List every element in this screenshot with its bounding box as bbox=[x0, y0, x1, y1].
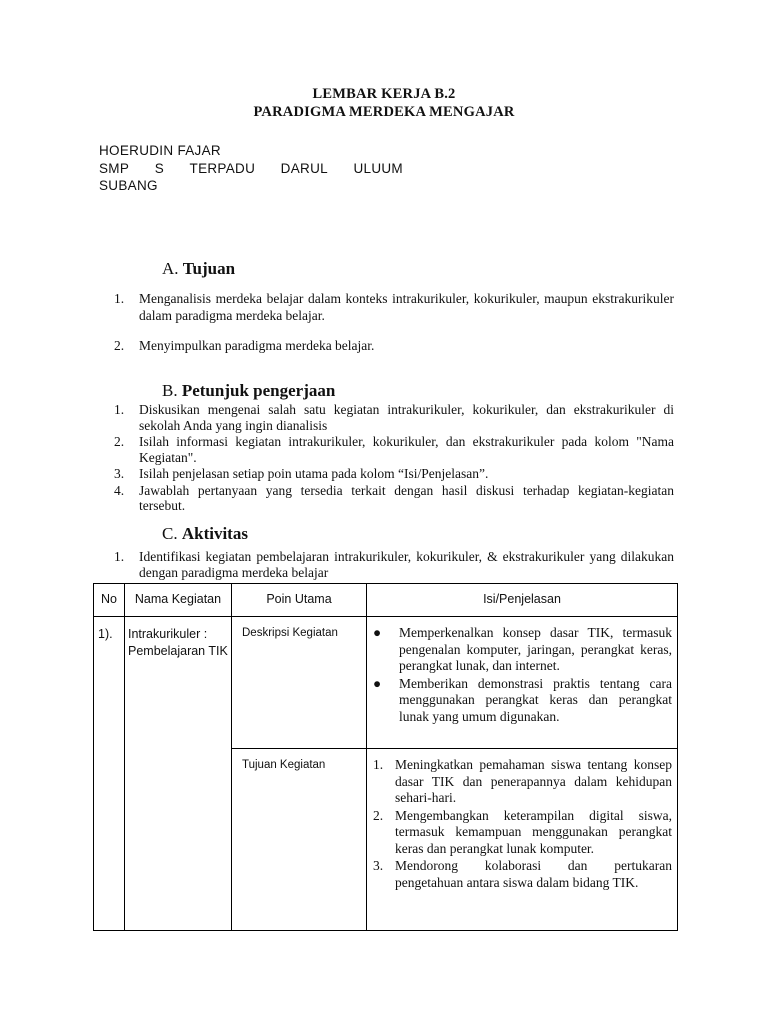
header-no: No bbox=[101, 592, 117, 606]
header-isi-penjelasan: Isi/Penjelasan bbox=[483, 592, 561, 606]
list-text: Identifikasi kegiatan pembelajaran intrakurikuler, kokurikuler, & ekstrakurikuler yang dilakukan dengan paradigma merdeka belajar bbox=[139, 549, 674, 580]
row-number: 1). bbox=[98, 627, 113, 641]
list-number: 1. bbox=[114, 291, 125, 306]
header-divider bbox=[94, 616, 677, 617]
bullet-icon: ● bbox=[373, 675, 382, 691]
list-item bbox=[373, 625, 672, 675]
list-item bbox=[114, 402, 674, 433]
header-poin-utama: Poin Utama bbox=[266, 592, 332, 606]
section-b-list bbox=[114, 402, 674, 515]
list-item bbox=[114, 434, 674, 465]
list-item bbox=[114, 291, 674, 324]
column-divider bbox=[124, 584, 125, 930]
list-text: Memberikan demonstrasi praktis tentang cara menggunakan perangkat keras dan perangkat lunak yang umum digunakan. bbox=[399, 675, 672, 724]
section-letter: B. bbox=[162, 381, 178, 400]
author-name: HOERUDIN FAJAR bbox=[99, 143, 221, 158]
list-item bbox=[373, 676, 672, 726]
section-a-list bbox=[114, 291, 674, 324]
list-text: Menyimpulkan paradigma merdeka belajar. bbox=[139, 338, 375, 353]
section-c-list bbox=[114, 549, 674, 581]
author-city: SUBANG bbox=[99, 178, 158, 193]
section-c-heading bbox=[162, 524, 248, 544]
document-subtitle: PARADIGMA MERDEKA MENGAJAR bbox=[253, 104, 515, 120]
list-text: Menganalisis merdeka belajar dalam konteks intrakurikuler, kokurikuler, maupun ekstrakurikuler dalam paradigma merdeka belajar. bbox=[139, 291, 674, 323]
list-text: Jawablah pertanyaan yang tersedia terkait dengan hasil diskusi terhadap kegiatan-kegiatan tersebut. bbox=[139, 482, 674, 513]
school-word: SMP bbox=[99, 161, 130, 176]
list-item bbox=[114, 338, 674, 355]
list-text: Memperkenalkan konsep dasar TIK, termasuk pengenalan komputer, jaringan, perangkat keras, perangkat lunak, dan internet. bbox=[399, 625, 672, 673]
document-title: LEMBAR KERJA B.2 bbox=[312, 86, 456, 102]
list-item bbox=[114, 483, 674, 514]
list-number: 3. bbox=[373, 858, 384, 873]
section-letter: C. bbox=[162, 524, 178, 543]
list-text: Meningkatkan pemahaman siswa tentang konsep dasar TIK dan penerapannya dalam kehidupan sehari-hari. bbox=[395, 757, 672, 805]
school-word: DARUL bbox=[280, 161, 328, 176]
section-title: Aktivitas bbox=[181, 524, 248, 543]
school-word: ULUUM bbox=[353, 161, 403, 176]
list-text: Mengembangkan keterampilan digital siswa, termasuk kemampuan menggunakan perangkat keras dan perangkat lunak komputer. bbox=[395, 807, 672, 856]
poin-deskripsi: Deskripsi Kegiatan bbox=[242, 627, 338, 639]
section-a-list-2 bbox=[114, 338, 674, 355]
header-nama-kegiatan: Nama Kegiatan bbox=[134, 592, 222, 606]
list-number: 2. bbox=[114, 338, 125, 353]
section-title: Tujuan bbox=[182, 259, 236, 278]
list-item bbox=[373, 858, 672, 891]
section-b-heading bbox=[162, 381, 335, 401]
list-item bbox=[373, 757, 672, 807]
list-text: Isilah informasi kegiatan intrakurikuler, kokurikuler, dan ekstrakurikuler pada kolom "Nama Kegiatan". bbox=[139, 434, 674, 465]
list-number: 1. bbox=[373, 757, 384, 772]
section-title: Petunjuk pengerjaan bbox=[181, 381, 336, 400]
column-divider bbox=[366, 584, 367, 930]
school-word: TERPADU bbox=[189, 161, 256, 176]
list-item bbox=[373, 808, 672, 858]
section-a-heading bbox=[162, 259, 235, 279]
list-item bbox=[114, 549, 674, 581]
poin-tujuan: Tujuan Kegiatan bbox=[242, 759, 326, 771]
list-number: 1. bbox=[114, 549, 125, 564]
tujuan-list bbox=[373, 757, 672, 891]
author-school-line bbox=[99, 161, 403, 176]
list-number: 2. bbox=[373, 807, 384, 823]
list-item bbox=[114, 466, 674, 482]
list-number: 4. bbox=[114, 482, 125, 498]
list-text: Diskusikan mengenai salah satu kegiatan intrakurikuler, kokurikuler, dan ekstrakurikuler di sekolah Anda yang ingin dianalisis bbox=[139, 402, 674, 433]
list-number: 2. bbox=[114, 434, 125, 449]
bullet-icon: ● bbox=[373, 625, 382, 640]
activity-table bbox=[93, 583, 678, 931]
section-letter: A. bbox=[162, 259, 179, 278]
column-divider bbox=[231, 584, 232, 930]
list-text: Isilah penjelasan setiap poin utama pada kolom “Isi/Penjelasan”. bbox=[139, 466, 489, 481]
list-number: 1. bbox=[114, 402, 125, 417]
deskripsi-bullets bbox=[373, 625, 672, 725]
list-text: Mendorong kolaborasi dan pertukaran pengetahuan antara siswa dalam bidang TIK. bbox=[395, 858, 672, 890]
row-divider bbox=[231, 748, 677, 749]
list-number: 3. bbox=[114, 466, 125, 481]
activity-name: Intrakurikuler : Pembelajaran TIK bbox=[128, 627, 228, 658]
school-word: S bbox=[154, 161, 164, 176]
